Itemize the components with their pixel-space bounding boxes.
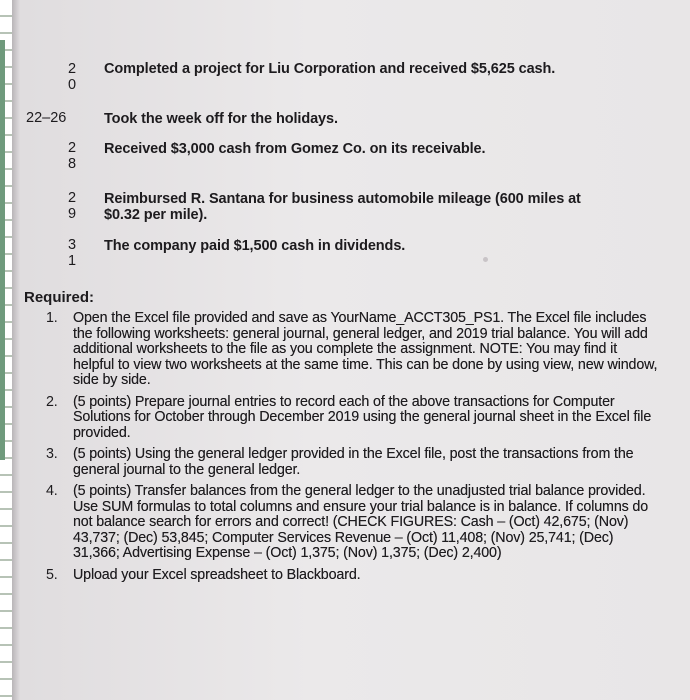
required-item — [46, 395, 661, 442]
date-digit: 3 — [67, 237, 77, 253]
date-digit: 1 — [67, 253, 77, 269]
required-item — [46, 311, 661, 389]
transaction-date — [66, 140, 78, 172]
required-item — [46, 568, 661, 584]
item-number: 4. — [46, 483, 58, 499]
date-digit: 2 — [67, 61, 77, 77]
required-heading: Required: — [24, 289, 95, 306]
item-text: (5 points) Transfer balances from the general ledger to the unadjusted trial balance provided. Use SUM formulas to total columns and ensure your trial balance is in balance. If columns do not balance search for errors and correct! (CHECK FIGURES: Cash – (Oct) 42,675; (Nov) 43,737; (Dec) 53,845; Computer Services Revenue – (Oct) 11,408; (Nov) 25,741; (Dec) 31,366; Advertising Expense – (Oct) 1,375; (Nov) 1,375; (Dec) 2,400) — [73, 483, 649, 561]
item-text: Open the Excel file provided and save as YourName_ACCT305_PS1. The Excel file includes the following worksheets: general journal, general ledger, and 2019 trial balance. You will add additional worksheets to the file as you complete the assignment. NOTE: You may find it helpful to view two worksheets at the same time. This can be done by using view, new window, side by side. — [73, 310, 658, 388]
transaction-description: Received $3,000 cash from Gomez Co. on its receivable. — [104, 141, 486, 157]
description-line: Reimbursed R. Santana for business automobile mileage (600 miles at — [104, 191, 581, 207]
transaction-description — [104, 191, 664, 223]
paper-shadow — [12, 0, 20, 700]
date-digit: 9 — [67, 206, 77, 222]
transaction-date — [66, 190, 78, 222]
item-number: 1. — [46, 310, 58, 326]
item-text: (5 points) Prepare journal entries to record each of the above transactions for Computer Solutions for October through December 2019 using the general journal sheet in the Excel file provided. — [73, 393, 652, 441]
paper-speck — [483, 257, 488, 262]
item-number: 2. — [46, 393, 58, 410]
description-line: $0.32 per mile). — [104, 207, 208, 223]
item-text: Upload your Excel spreadsheet to Blackboard. — [73, 566, 361, 583]
date-digit: 0 — [67, 77, 77, 93]
transaction-date — [66, 237, 78, 269]
required-item — [46, 447, 661, 478]
transaction-description: Completed a project for Liu Corporation and received $5,625 cash. — [104, 61, 556, 77]
transaction-description: Took the week off for the holidays. — [104, 111, 338, 127]
item-text: (5 points) Using the general ledger provided in the Excel file, post the transactions from the general journal to the general ledger. — [73, 446, 634, 478]
required-list — [46, 311, 661, 589]
item-number: 5. — [46, 566, 58, 583]
background-spreadsheet-marker — [0, 40, 5, 460]
date-digit: 8 — [67, 156, 77, 172]
date-digit: 2 — [67, 190, 77, 206]
item-number: 3. — [46, 446, 58, 462]
required-item — [46, 484, 661, 562]
transaction-date: 22–26 — [26, 110, 67, 126]
transaction-description: The company paid $1,500 cash in dividends. — [104, 238, 406, 254]
date-digit: 2 — [67, 140, 77, 156]
transaction-date — [66, 61, 78, 93]
